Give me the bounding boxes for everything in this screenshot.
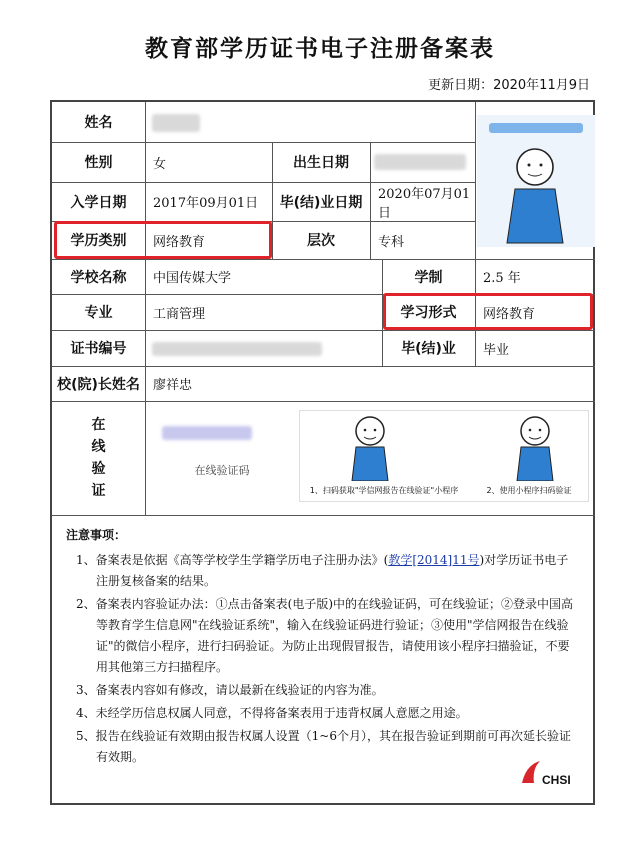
notes-title: 注意事项：: [66, 528, 127, 542]
duration-value: 2.5 年: [483, 271, 521, 286]
redacted-verify-code: [162, 426, 252, 440]
school-label: 学校名称: [70, 269, 127, 286]
regulation-link[interactable]: 教学[2014]11号: [388, 553, 480, 567]
major-label: 专业: [84, 305, 113, 321]
grad-label: 毕(结)业日期: [279, 194, 363, 211]
verify-step-2: 2、使用小程序扫码验证: [486, 486, 572, 495]
name-label: 姓名: [84, 115, 113, 131]
study-form-label: 学习形式: [400, 305, 457, 321]
edu-type-highlight: [54, 221, 272, 259]
enroll-value: 2017年09月01日: [153, 196, 259, 211]
note-4: 4、未经学历信息权属人同意，不得将备案表用于违背权属人意愿之用途。: [76, 706, 468, 720]
online-verify-label: 在线验证: [91, 417, 112, 499]
edu-type-label: 学历类别: [70, 233, 127, 249]
photo-avatar-icon: [477, 115, 595, 247]
verify-step-1: 1、扫码获取"学信网报告在线验证"小程序: [309, 486, 459, 495]
redacted-cert-no: [152, 342, 322, 356]
school-value: 中国传媒大学: [153, 271, 232, 286]
edu-type-value: 网络教育: [153, 234, 206, 250]
chsi-bird-icon: [520, 759, 542, 785]
duration-label: 学制: [414, 269, 443, 286]
note-1: [66, 550, 576, 592]
level-label: 层次: [307, 233, 335, 249]
study-form-value: 网络教育: [483, 306, 536, 322]
notes-section: [66, 525, 576, 770]
grad-value: 2020年07月01日: [378, 186, 471, 221]
note-1-text-end: )对学历证书电子注册复核备案的结果。: [96, 553, 569, 588]
student-photo: [477, 115, 595, 247]
enroll-label: 入学日期: [70, 194, 127, 211]
president-value: 廖祥忠: [153, 378, 193, 393]
president-label: 校(院)长姓名: [57, 376, 140, 393]
note-1-text: 1、备案表是依据《高等学校学生学籍学历电子注册办法》(: [76, 553, 389, 567]
redacted-name: [152, 114, 200, 132]
chsi-logo-text: CHSI: [542, 773, 571, 787]
birth-label: 出生日期: [293, 155, 349, 171]
gender-label: 性别: [84, 155, 113, 171]
divider: [52, 515, 595, 516]
level-value: 专科: [378, 234, 405, 250]
page-title: 教育部学历证书电子注册备案表: [145, 36, 495, 62]
record-form: [50, 100, 595, 805]
redacted-birth: [374, 154, 466, 170]
cert-no-label: 证书编号: [70, 341, 127, 357]
verify-code-caption[interactable]: 在线验证码: [194, 464, 250, 477]
person-scan-icon: [300, 411, 588, 481]
update-date: 更新日期：2020年11月9日: [428, 78, 590, 93]
note-5: 5、报告在线验证有效期由报告权属人设置（1~6个月），其在报告验证到期前可再次延长验证有效期。: [76, 729, 571, 764]
chsi-logo: [520, 757, 590, 797]
verify-instructions-panel: [299, 410, 589, 502]
note-3: 3、备案表内容如有修改，请以最新在线验证的内容为准。: [76, 683, 384, 697]
grad-status-value: 毕业: [483, 342, 510, 358]
grad-status-label: 毕(结)业: [401, 341, 456, 357]
online-verify-label-cell: [52, 401, 145, 515]
study-form-highlight: [383, 293, 593, 330]
major-value: 工商管理: [153, 306, 206, 322]
gender-value: 女: [153, 156, 167, 172]
note-2: 2、备案表内容验证办法：①点击备案表(电子版)中的在线验证码，可在线验证；②登录中国高等教育学生信息网"在线验证系统"，输入在线验证码进行验证；③使用"学信网报告在线验证"的微信小程序，进行扫码验证。为防止出现假冒报告，请使用该小程序扫描验证，不要用其他第三方扫描程序。: [76, 597, 574, 674]
